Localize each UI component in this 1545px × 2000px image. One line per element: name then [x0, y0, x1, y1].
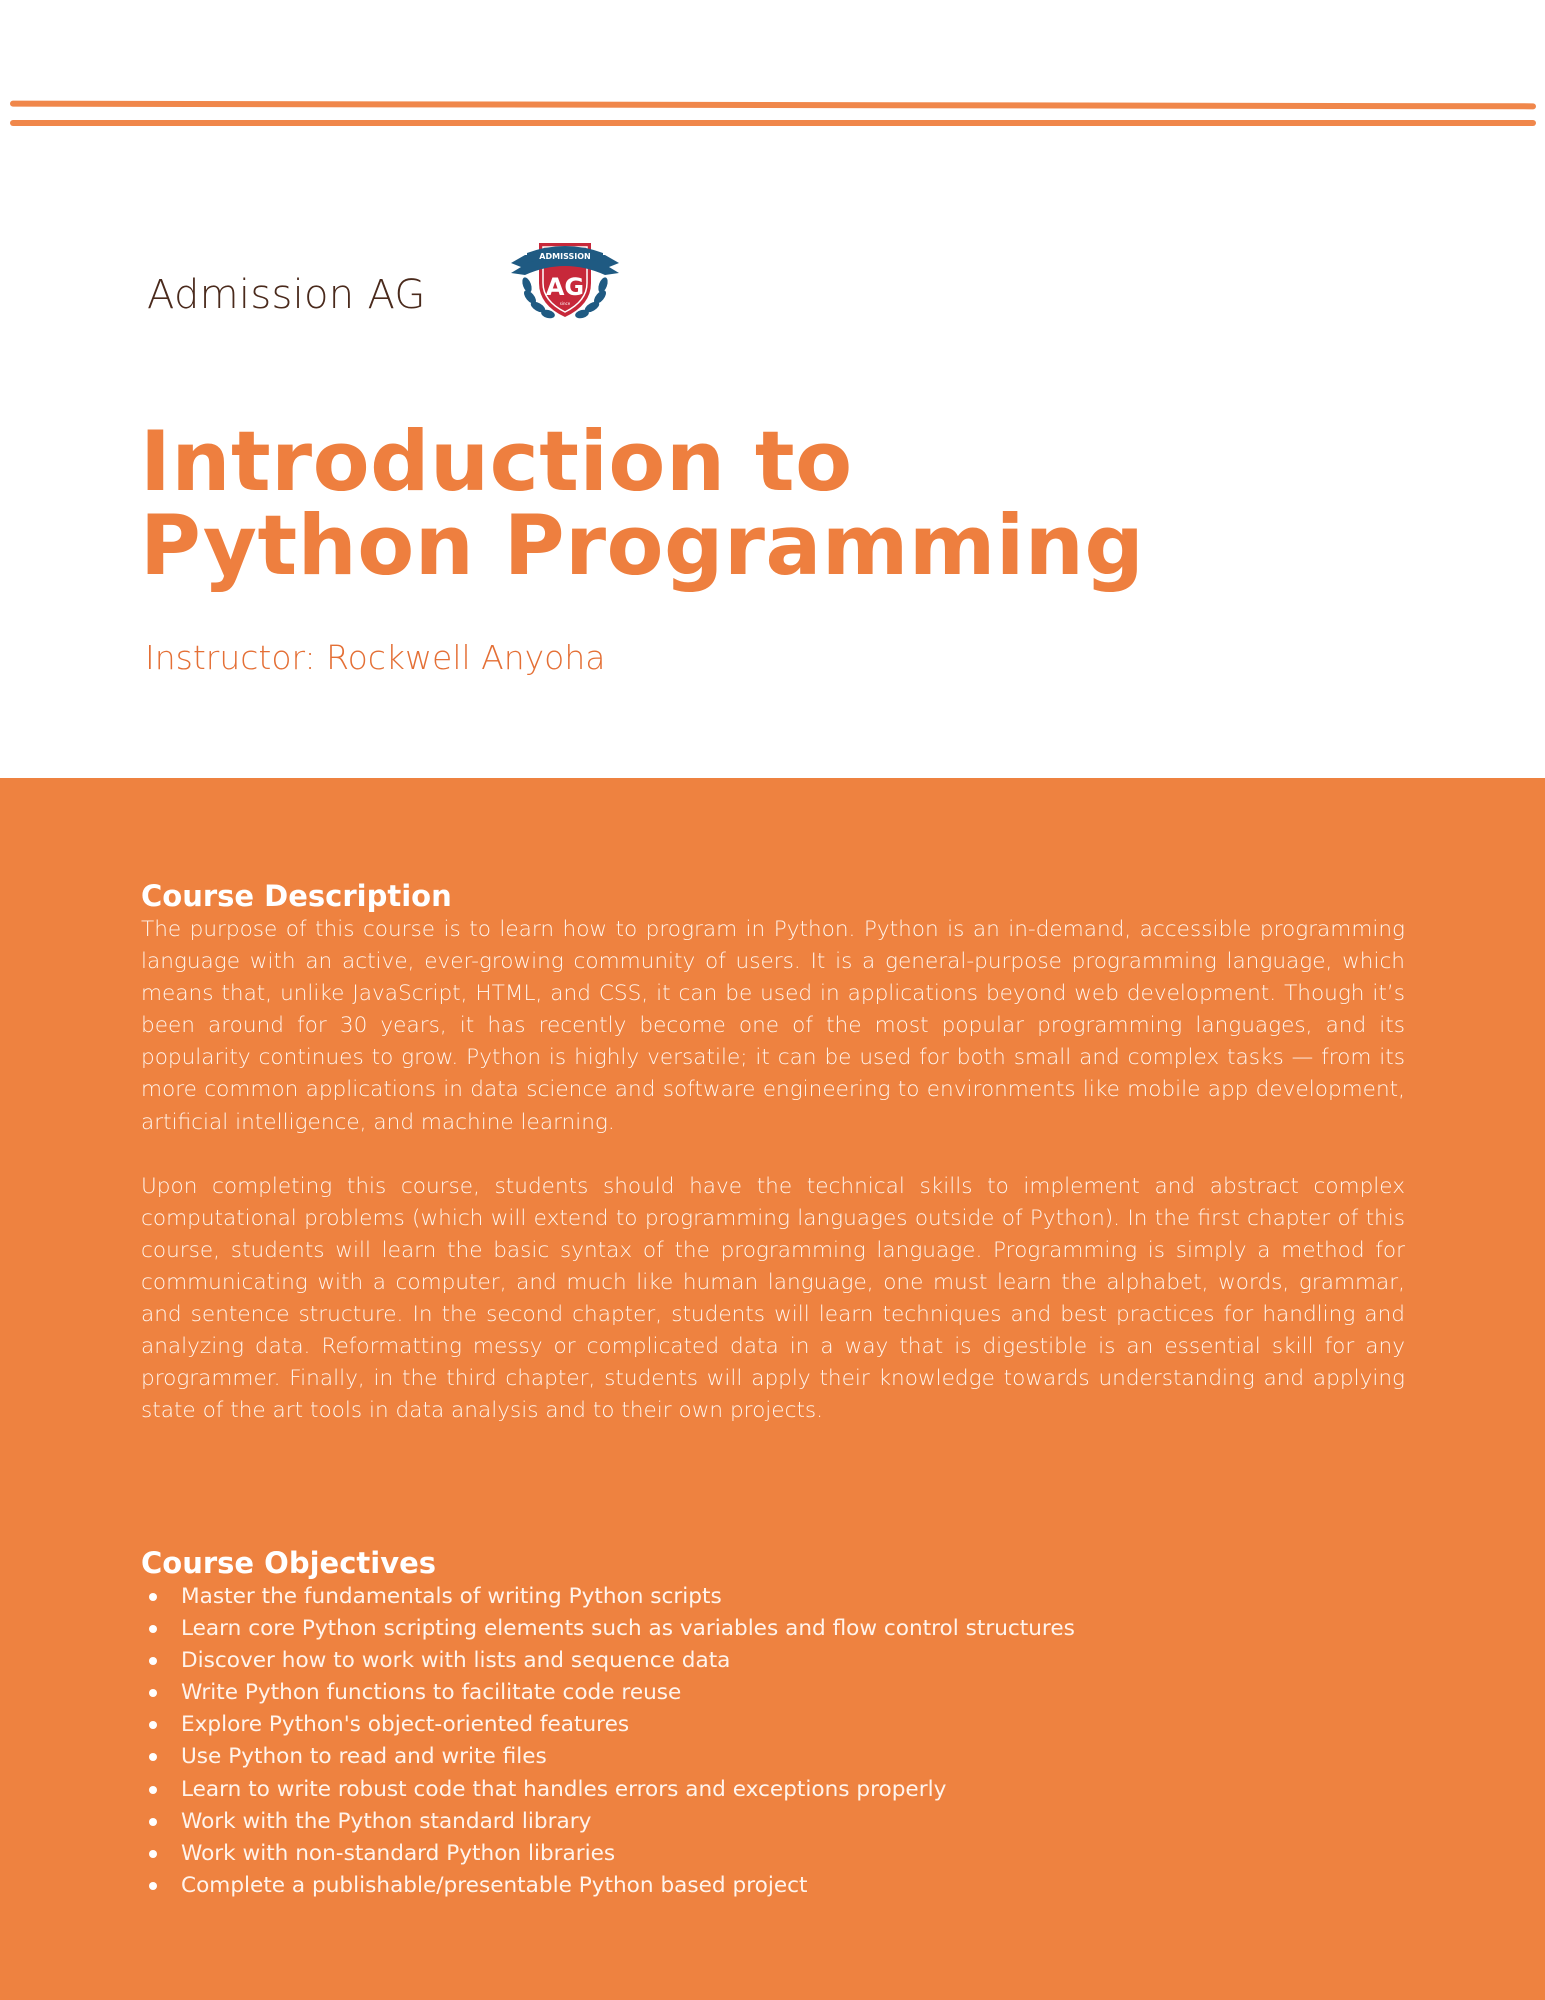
admission-ag-logo [505, 233, 625, 325]
course-objectives-heading: Course Objectives [141, 1546, 437, 1580]
description-paragraph: Upon completing this course, students should have the technical skills to implement and abstract complex computational problems (which will extend to programming languages outside of Python). In the first chapter of this course, students will learn the basic syntax of the programming language. Programming is simply a method for communicating with a computer, and much like human language, one must learn the alphabet, words, grammar, and sentence structure. In the second chapter, students will learn techniques and best practices for handling and analyzing data. Reformatting messy or complicated data in a way that is digestible is an essential skill for any programmer. Finally, in the third chapter, students will apply their knowledge towards understanding and applying state of the art tools in data analysis and to their own projects. [141, 1173, 1405, 1424]
objective-item: Learn core Python scripting elements such as variables and flow control structures [141, 1613, 1405, 1645]
objectives-list [141, 1581, 1405, 1902]
decorative-top-line [10, 120, 1536, 126]
course-description-heading: Course Description [141, 879, 452, 913]
brand-name: Admission AG [147, 272, 426, 318]
course-objectives-section [141, 1545, 1405, 1902]
course-title [140, 413, 1145, 594]
objective-item: Write Python functions to facilitate code reuse [141, 1677, 1405, 1709]
objective-item: Discover how to work with lists and sequence data [141, 1645, 1405, 1677]
objective-item: Use Python to read and write files [141, 1741, 1405, 1773]
logo-banner-text: ADMISSION [539, 252, 591, 261]
objective-item: Explore Python's object-oriented features [141, 1709, 1405, 1741]
decorative-top-line [10, 101, 1536, 110]
objective-item: Learn to write robust code that handles errors and exceptions properly [141, 1774, 1405, 1806]
objective-item: Work with non-standard Python libraries [141, 1838, 1405, 1870]
objective-item: Master the fundamentals of writing Python scripts [141, 1581, 1405, 1613]
objective-item: Complete a publishable/presentable Python based project [141, 1870, 1405, 1902]
description-paragraph: The purpose of this course is to learn how to program in Python. Python is an in-demand, accessible programming language with an active, ever-growing community of users. It is a general-purpose programming language, which means that, unlike JavaScript, HTML, and CSS, it can be used in applications beyond web development. Though it’s been around for 30 years, it has recently become one of the most popular programming languages, and its popularity continues to grow. Python is highly versatile; it can be used for both small and complex tasks — from its more common applications in data science and software engineering to environments like mobile app development, artificial intelligence, and machine learning. [141, 917, 1405, 1135]
course-title-line-2: Python Programming [140, 497, 1145, 594]
course-description-section [141, 878, 1405, 1427]
course-title-line-1: Introduction to [140, 413, 853, 510]
logo-monogram: AG [545, 273, 585, 301]
brand-row [147, 250, 426, 340]
instructor-name: Instructor: Rockwell Anyoha [145, 638, 606, 677]
objective-item: Work with the Python standard library [141, 1806, 1405, 1838]
logo-small-text: since [559, 301, 571, 306]
